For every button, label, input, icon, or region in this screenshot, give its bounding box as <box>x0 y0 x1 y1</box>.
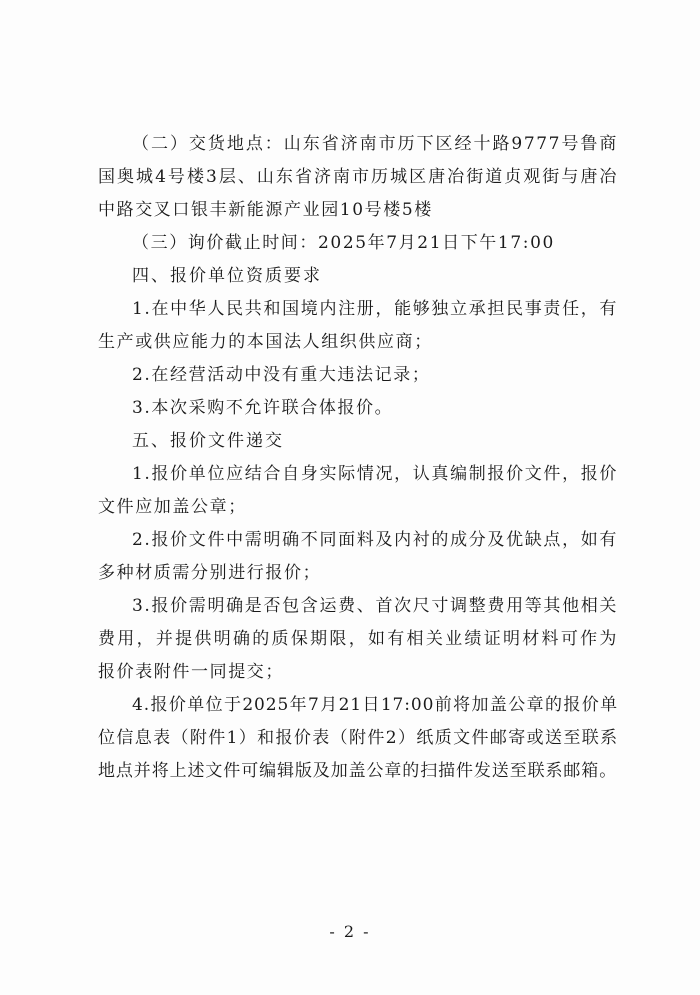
section-5-title: 五、报价文件递交 <box>132 431 284 451</box>
deadline-paragraph: （三）询价截止时间：2025年7月21日下午17:00 <box>132 233 555 253</box>
section-5-item-1: 1.报价单位应结合自身实际情况，认真编制报价文件，报价文件应加盖公章； <box>98 464 618 517</box>
section-4-item-2: 2.在经营活动中没有重大违法记录； <box>132 365 431 385</box>
section-5-item-4: 4.报价单位于2025年7月21日17:00前将加盖公章的报价单位信息表（附件1）和报价表（附件2）纸质文件邮寄或送至联系地点并将上述文件可编辑版及加盖公章的扫描件发送至联系邮箱。 <box>98 695 618 781</box>
delivery-location-paragraph: （二）交货地点：山东省济南市历下区经十路9777号鲁商国奥城4号楼3层、山东省济南市历城区唐冶街道贞观街与唐冶中路交叉口银丰新能源产业园10号楼5楼 <box>98 134 618 220</box>
document-body <box>98 128 618 788</box>
section-5-item-2: 2.报价文件中需明确不同面料及内衬的成分及优缺点，如有多种材质需分别进行报价； <box>98 530 618 583</box>
section-5-item-3: 3.报价需明确是否包含运费、首次尺寸调整费用等其他相关费用，并提供明确的质保期限，如有相关业绩证明材料可作为报价表附件一同提交； <box>98 596 618 682</box>
section-4-item-3: 3.本次采购不允许联合体报价。 <box>132 398 394 418</box>
section-4-title: 四、报价单位资质要求 <box>132 266 322 286</box>
section-4-item-1: 1.在中华人民共和国境内注册，能够独立承担民事责任，有生产或供应能力的本国法人组织供应商； <box>98 299 618 352</box>
page-number: - 2 - <box>329 922 371 941</box>
